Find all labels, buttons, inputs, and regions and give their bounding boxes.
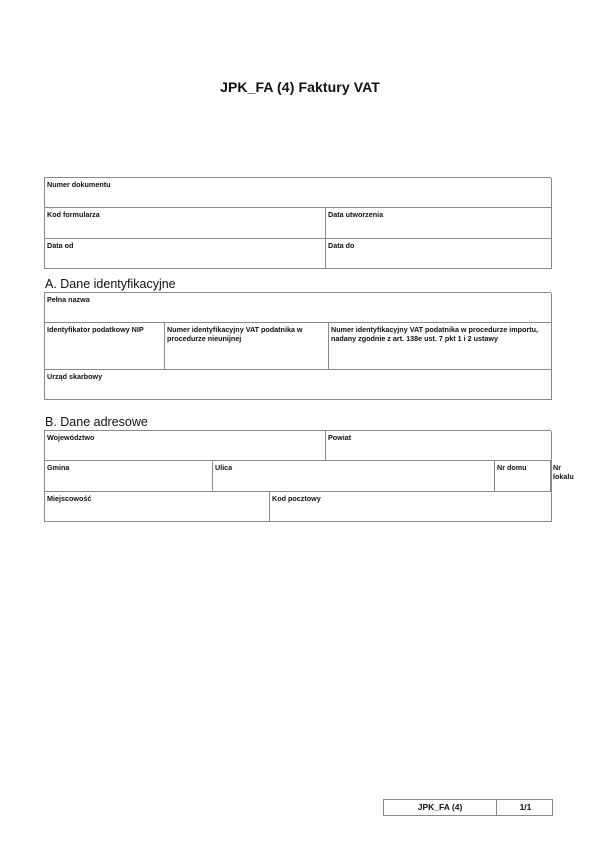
section-a-title: A. Dane identyfikacyjne: [45, 277, 176, 291]
date-to-field[interactable]: [326, 239, 552, 269]
city-label: Miejscowość: [47, 494, 92, 503]
commune-field[interactable]: [45, 461, 213, 492]
county-label: Powiat: [328, 433, 352, 442]
tax-office-field[interactable]: [45, 370, 552, 400]
house-no-field[interactable]: [495, 461, 551, 491]
house-apartment-group: [495, 461, 574, 492]
document-title: JPK_FA (4) Faktury VAT: [220, 79, 380, 95]
date-from-label: Data od: [47, 241, 74, 250]
vat-id-non-union-field[interactable]: [165, 323, 329, 370]
identification-table: [44, 292, 551, 400]
nip-label: Identyfikator podatkowy NIP: [47, 325, 144, 334]
form-code-field[interactable]: [45, 208, 326, 239]
page-footer: [383, 799, 553, 816]
tax-office-label: Urząd skarbowy: [47, 372, 103, 381]
vat-id-non-union-label: Numer identyfikacyjny VAT podatnika w procedurze nieunijnej: [167, 325, 303, 343]
postal-code-label: Kod pocztowy: [272, 494, 321, 503]
document-number-label: Numer dokumentu: [47, 180, 111, 189]
date-to-label: Data do: [328, 241, 355, 250]
document-number-field[interactable]: [45, 178, 552, 208]
nip-field[interactable]: [45, 323, 165, 370]
footer-page-number: 1/1: [519, 802, 532, 812]
form-code-label: Kod formularza: [47, 210, 100, 219]
creation-date-label: Data utworzenia: [328, 210, 384, 219]
section-b-title: B. Dane adresowe: [45, 415, 148, 429]
vat-id-import-field[interactable]: [329, 323, 552, 370]
full-name-label: Pełna nazwa: [47, 295, 90, 304]
county-field[interactable]: [326, 431, 552, 461]
document-header-table: [44, 177, 551, 269]
city-field[interactable]: [45, 492, 270, 522]
house-no-label: Nr domu: [497, 463, 527, 472]
address-table: [44, 430, 574, 522]
vat-id-import-label: Numer identyfikacyjny VAT podatnika w procedurze importu, nadany zgodnie z art. 138e ust. 7 pkt 1 i 2 ustawy: [331, 325, 539, 343]
apartment-no-field[interactable]: [551, 461, 576, 491]
street-label: Ulica: [215, 463, 233, 472]
date-from-field[interactable]: [45, 239, 326, 269]
full-name-field[interactable]: [45, 293, 552, 323]
postal-code-field[interactable]: [270, 492, 552, 522]
commune-label: Gmina: [47, 463, 70, 472]
apartment-no-label: Nr lokalu: [553, 463, 574, 481]
voivodeship-field[interactable]: [45, 431, 326, 461]
street-field[interactable]: [213, 461, 495, 492]
footer-form-name: JPK_FA (4): [384, 800, 497, 815]
voivodeship-label: Województwo: [47, 433, 95, 442]
creation-date-field[interactable]: [326, 208, 552, 239]
